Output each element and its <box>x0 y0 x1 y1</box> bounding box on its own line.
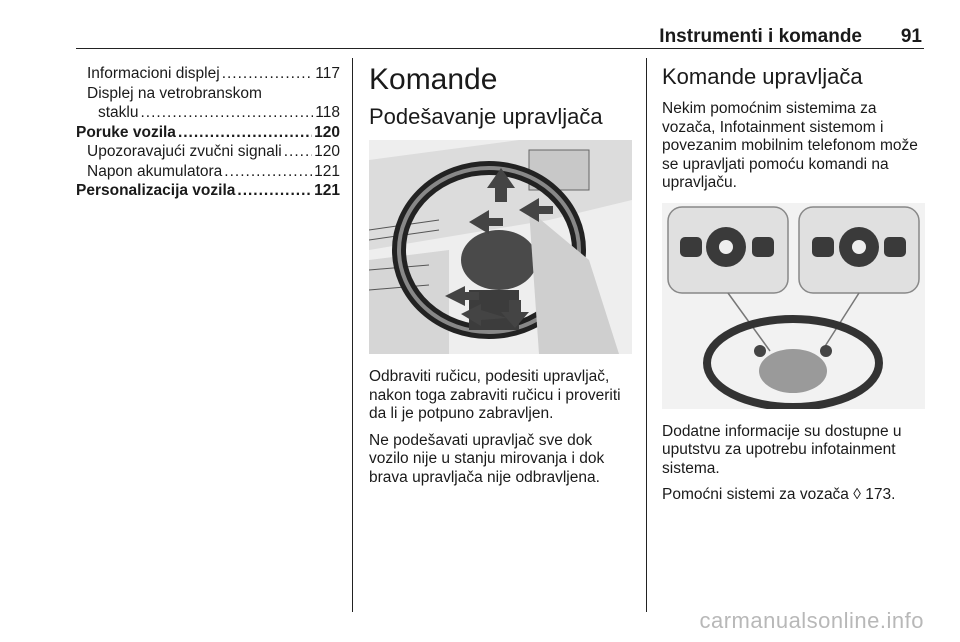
right-column <box>662 64 926 513</box>
section-heading: Komande <box>369 63 498 96</box>
toc-entry-label: Napon akumulatora <box>87 162 223 180</box>
column-divider <box>352 58 353 612</box>
middle-column <box>369 64 633 495</box>
column-divider <box>646 58 647 612</box>
toc-entry-page: 117 <box>315 65 340 82</box>
watermark: carmanualsonline.info <box>699 608 924 633</box>
toc-entry-page: 120 <box>314 143 340 160</box>
toc-leader-dots <box>178 123 312 143</box>
toc-entry-page: 120 <box>314 123 340 141</box>
toc-entry-page: 121 <box>314 162 340 180</box>
toc-entry[interactable] <box>76 142 340 162</box>
steering-controls-illustration <box>662 203 925 409</box>
subsection-heading: Podešavanje upravljača <box>369 104 603 129</box>
table-of-contents <box>76 64 340 201</box>
toc-entry-label: Poruke vozila <box>76 123 176 141</box>
toc-leader-dots <box>222 64 314 84</box>
toc-leader-dots <box>284 142 312 162</box>
toc-entry-label: Informacioni displej <box>87 65 220 82</box>
toc-entry-label: Displej na vetrobranskom <box>87 84 262 102</box>
toc-entry[interactable] <box>76 103 340 123</box>
toc-leader-dots <box>141 103 314 123</box>
page-title: Instrumenti i komande <box>659 26 862 47</box>
paragraph: Pomoćni sistemi za vozača ◊ 173. <box>662 486 896 503</box>
toc-leader-dots <box>224 162 312 182</box>
toc-entry-label: Personalizacija vozila <box>76 182 236 199</box>
steering-adjustment-illustration <box>369 140 632 354</box>
toc-entry-page: 121 <box>314 182 340 199</box>
page-number: 91 <box>900 26 922 47</box>
paragraph: Ne podešavati upravljač sve dok vozilo nije u stanju mirovanja i dok brava upravljača nije odbravljena. <box>369 431 605 486</box>
page-header <box>76 22 924 49</box>
subsection-heading: Komande upravljača <box>662 64 863 89</box>
toc-entry[interactable] <box>76 181 340 201</box>
toc-entry[interactable] <box>76 162 340 182</box>
toc-entry[interactable] <box>76 64 340 84</box>
paragraph: Odbraviti ručicu, podesiti upravljač, nakon toga zabraviti ručicu i proveriti da li je potpuno zabravljen. <box>369 368 621 422</box>
toc-entry-label: staklu <box>98 104 139 121</box>
toc-leader-dots <box>237 181 312 201</box>
toc-entry[interactable] <box>76 84 340 104</box>
paragraph: Nekim pomoćnim sistemima za vozača, Infotainment sistemom i povezanim mobilnim telefonom može se upravljati pomoću komandi na upravljaču. <box>662 100 918 191</box>
toc-entry[interactable] <box>76 123 340 143</box>
toc-entry-label: Upozoravajući zvučni signali <box>87 143 282 160</box>
paragraph: Dodatne informacije su dostupne u uputstvu za upotrebu infotainment sistema. <box>662 422 902 477</box>
toc-entry-page: 118 <box>315 104 340 121</box>
